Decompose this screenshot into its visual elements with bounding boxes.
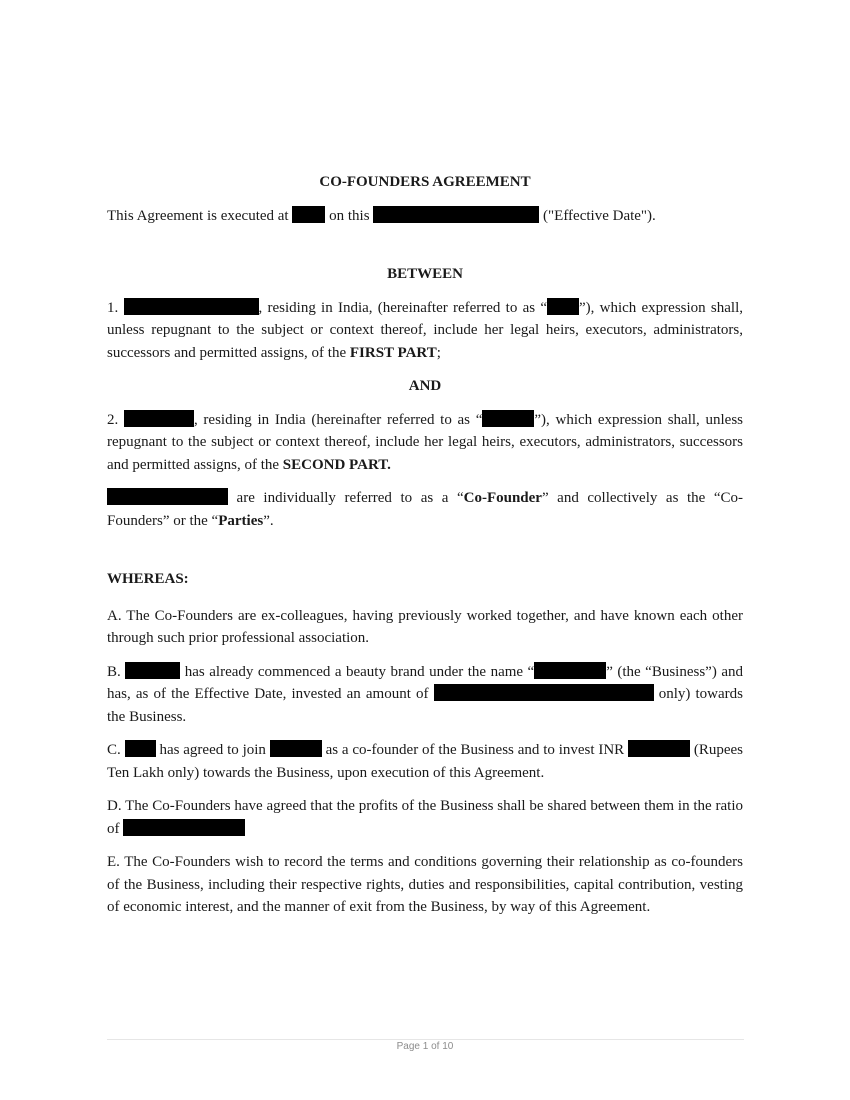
recital-b-text: only) towards the Business. [107, 686, 743, 725]
collective-text: ”. [263, 512, 274, 529]
collective-text: ” and collectively as the “Co-Founders” or the “ [107, 490, 743, 529]
redacted-party-two-alias [482, 410, 534, 427]
between-heading: BETWEEN [387, 266, 463, 282]
recital-e: E. The Co-Founders wish to record the terms and conditions governing their relationship as co-founders of the Business, including their respective rights, duties and responsibilities, capital contribution, vesting of economic interest, and the manner of exit from the Business, by way of this Agreement. [107, 854, 743, 915]
first-part-label: FIRST PART [349, 344, 437, 361]
document-title: CO-FOUNDERS AGREEMENT [319, 174, 531, 190]
redacted-place [292, 206, 325, 223]
recital-b [107, 661, 743, 729]
document-body [107, 171, 743, 919]
recital-d-text: D. The Co-Founders have agreed that the profits of the Business shall be shared between them in the ratio of [107, 798, 743, 837]
whereas-heading: WHEREAS: [107, 571, 189, 587]
redacted-parties-names [107, 488, 228, 505]
recital-b-label: B. [107, 663, 121, 680]
party-two-number: 2. [107, 411, 119, 428]
page-number: Page 1 of 10 [396, 1041, 454, 1052]
recital-c-label: C. [107, 742, 121, 758]
parties-term: Parties [218, 512, 264, 529]
redacted-party-one-name [124, 298, 259, 315]
redacted-brand-name [534, 662, 606, 679]
recital-c-text: as a co-founder of the Business and to invest INR [321, 742, 629, 758]
redacted-profit-ratio [123, 819, 245, 836]
intro-text: This Agreement is executed at [107, 207, 289, 224]
party-two-text: ”), which expression shall, unless repugnant to the subject or context thereof, include her legal heirs, executors, administrators, successors and permitted assigns, of the [107, 411, 744, 473]
footer-divider [107, 1039, 744, 1040]
redacted-founder-name [125, 662, 180, 679]
redacted-joining-founder [125, 740, 156, 757]
party-two-text: , residing in India (hereinafter referred to as “ [193, 411, 483, 428]
party-one-text: , residing in India, (hereinafter referred to as “ [258, 299, 547, 316]
redacted-existing-founder [270, 740, 322, 757]
party-one-text: ”), which expression shall, unless repugnant to the subject or context thereof, include her legal heirs, executors, administrators, successors and permitted assigns, of the [107, 299, 744, 361]
recital-b-text: has already commenced a beauty brand under the name “ [180, 663, 535, 680]
redacted-investment-amount [434, 684, 654, 701]
party-one-number: 1. [107, 299, 119, 316]
recital-c-text: (Rupees Ten Lakh only) towards the Business, upon execution of this Agreement. [107, 742, 744, 781]
collective-text: are individually referred to as a “ [228, 490, 464, 506]
recital-d [107, 795, 743, 840]
second-part-label: SECOND PART. [282, 456, 391, 473]
and-heading: AND [408, 378, 442, 394]
intro-text: ("Effective Date"). [543, 207, 656, 224]
recital-a: A. The Co-Founders are ex-colleagues, having previously worked together, and have known each other through such prior professional association. [107, 607, 743, 646]
recital-c-text: has agreed to join [155, 742, 270, 758]
intro-text: on this [329, 207, 370, 224]
redacted-party-two-name [124, 410, 194, 427]
co-founder-term: Co-Founder [463, 490, 542, 506]
redacted-date [373, 206, 539, 223]
redacted-inr-amount [628, 740, 690, 757]
recital-c [107, 739, 743, 784]
party-one-end: ; [436, 344, 441, 361]
party-one-paragraph [107, 297, 743, 365]
party-two-paragraph [107, 409, 743, 477]
recital-b-text: ” (the “Business”) and has, as of the Effective Date, invested an amount of [107, 663, 743, 702]
intro-paragraph [107, 205, 743, 228]
redacted-party-one-alias [547, 298, 579, 315]
collective-paragraph [107, 487, 743, 532]
